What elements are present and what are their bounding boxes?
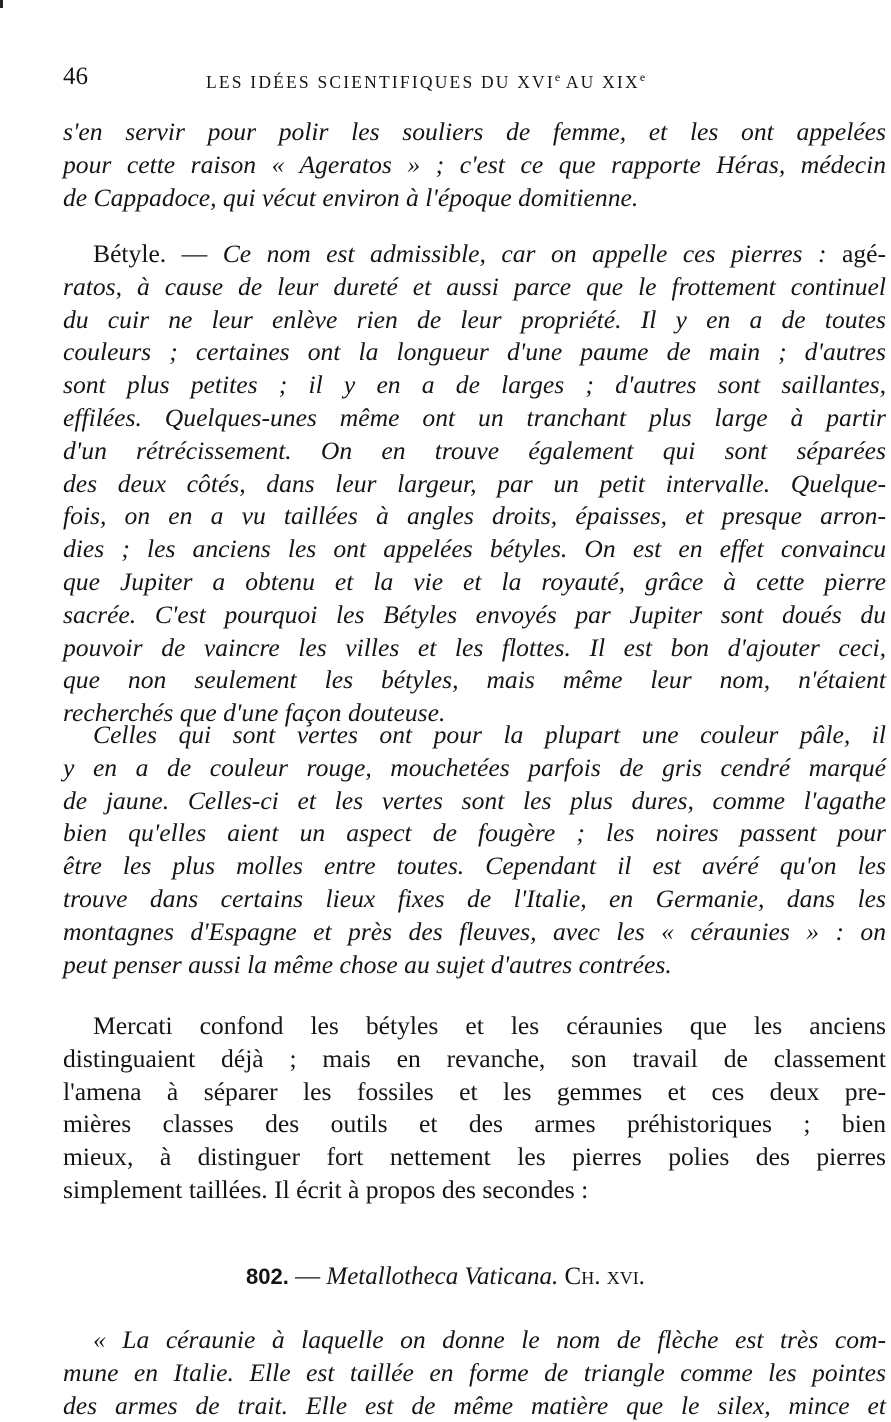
text-line: peut penser aussi la même chose au sujet d'autres contrées. bbox=[63, 949, 672, 979]
text-line: du cuir ne leur enlève rien de leur propriété. Il y en a de toutes bbox=[63, 304, 886, 334]
text-line: sont plus petites ; il y en a de larges ; d'autres sont saillantes, bbox=[63, 370, 886, 400]
text-line: recherchés que d'une façon douteuse. bbox=[63, 698, 446, 728]
paragraph-mercati bbox=[63, 1010, 886, 1207]
text-line: dies ; les anciens les ont appelées bétyles. On est en effet convaincu bbox=[63, 534, 886, 564]
paragraph-quote-end bbox=[63, 116, 886, 214]
text-line: trouve dans certains lieux fixes de l'Italie, en Germanie, dans les bbox=[63, 883, 886, 913]
text-line: sacrée. C'est pourquoi les Bétyles envoyés par Jupiter sont doués du bbox=[63, 599, 886, 629]
text-line: ratos, à cause de leur dureté et aussi parce que le frottement continuel bbox=[63, 271, 886, 301]
text-line: montagnes d'Espagne et près des fleuves, avec les « céraunies » : on bbox=[63, 916, 886, 946]
section-title: Metallotheca Vaticana. bbox=[326, 1263, 559, 1290]
entry-term: Bétyle. — bbox=[93, 239, 223, 268]
text-line: bien qu'elles aient un aspect de fougère ; les noires passent pour bbox=[63, 818, 886, 848]
text-line: Mercati confond les bétyles et les céraunies que les anciens bbox=[93, 1011, 886, 1040]
section-number: 802. bbox=[246, 1264, 289, 1289]
text-line: s'en servir pour polir les souliers de femme, et les ont appelées bbox=[63, 117, 886, 146]
section-chapter: Ch. xvi. bbox=[558, 1263, 645, 1290]
text-line: mières classes des outils et des armes préhistoriques ; bien bbox=[63, 1109, 886, 1139]
text-line: d'un rétrécissement. On en trouve également qui sont séparées bbox=[63, 435, 886, 465]
text-line: pour cette raison « Ageratos » ; c'est ce que rapporte Héras, médecin bbox=[63, 149, 886, 179]
running-title: LES IDÉES SCIENTIFIQUES DU XVIe AU XIXe bbox=[206, 70, 646, 92]
text-line: de Cappadoce, qui vécut environ à l'époque domitienne. bbox=[63, 182, 639, 212]
text-line: être les plus molles entre toutes. Cependant il est avéré qu'on les bbox=[63, 851, 886, 881]
text-line: « La céraunie à laquelle on donne le nom de flèche est très com- bbox=[93, 1325, 886, 1354]
section-heading: 802. — Metallotheca Vaticana. Ch. xvi. bbox=[246, 1263, 645, 1290]
paragraph-quote-ceraunie bbox=[63, 1324, 886, 1422]
text-line: mieux, à distinguer fort nettement les pierres polies des pierres bbox=[63, 1142, 886, 1172]
scan-mark bbox=[0, 0, 3, 8]
text-line: l'amena à séparer les fossiles et les gemmes et ces deux pre- bbox=[63, 1076, 886, 1106]
text-line: que non seulement les bétyles, mais même leur nom, n'étaient bbox=[63, 665, 886, 695]
text-line: pouvoir de vaincre les villes et les flottes. Il est bon d'ajouter ceci, bbox=[63, 632, 886, 662]
text-line: des deux côtés, dans leur largeur, par un petit intervalle. Quelque- bbox=[63, 468, 886, 498]
text-line: que Jupiter a obtenu et la vie et la royauté, grâce à cette pierre bbox=[63, 566, 886, 596]
text-line: effilées. Quelques-unes même ont un tranchant plus large à partir bbox=[63, 402, 886, 432]
text-line: distinguaient déjà ; mais en revanche, son travail de classement bbox=[63, 1043, 886, 1073]
page-number: 46 bbox=[63, 63, 88, 90]
running-header bbox=[63, 60, 886, 94]
text-line: Celles qui sont vertes ont pour la plupart une couleur pâle, il bbox=[93, 720, 886, 749]
text-line: de jaune. Celles-ci et les vertes sont les plus dures, comme l'agathe bbox=[63, 785, 886, 815]
paragraph-betyle bbox=[63, 238, 886, 730]
text-line: Bétyle. — Ce nom est admissible, car on appelle ces pierres : agé- bbox=[93, 239, 887, 268]
text-line: des armes de trait. Elle est de même matière que le silex, mince et bbox=[63, 1390, 886, 1420]
paragraph-colours bbox=[63, 719, 886, 981]
text-line: mune en Italie. Elle est taillée en forme de triangle comme les pointes bbox=[63, 1357, 886, 1387]
text-line: simplement taillées. Il écrit à propos des secondes : bbox=[63, 1174, 589, 1204]
text-line: couleurs ; certaines ont la longueur d'une paume de main ; d'autres bbox=[63, 337, 886, 367]
text-line: y en a de couleur rouge, mouchetées parfois de gris cendré marqué bbox=[63, 752, 886, 782]
text-line: fois, on en a vu taillées à angles droits, épaisses, et presque arron- bbox=[63, 501, 886, 531]
